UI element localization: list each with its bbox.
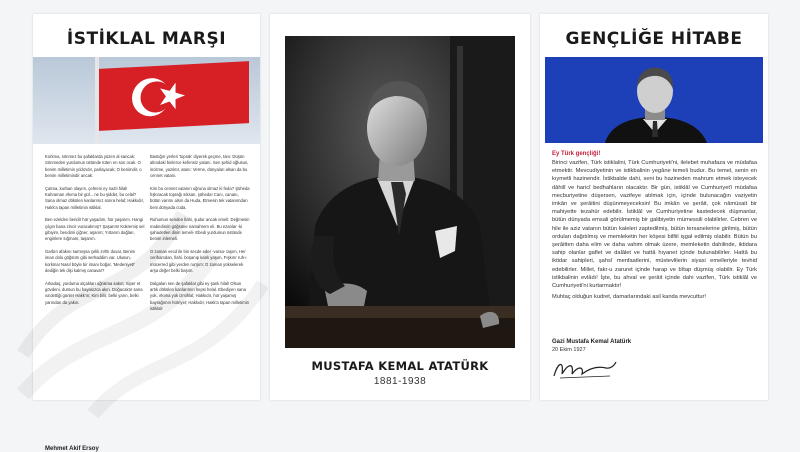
hitabe-author: Gazi Mustafa Kemal Atatürk [552,339,632,345]
anthem-lyrics [33,154,260,452]
ataturk-signature-icon [550,356,620,382]
hitabe-greeting: Ey Türk gençliği! [552,151,601,157]
turkish-flag-photo [33,57,260,144]
ataturk-portrait-photo [285,36,515,348]
hitabe-closing: Muhtaç olduğun kudret, damarlarındaki asil kanda mevcuttur! [552,294,706,301]
poet-signature: Mehmet Akif Ersoy [45,446,99,452]
stanza: O zaman vecd ile bin secde eder -varsa- taşım, Her cerihamdan, İlahi, boşanıp kanlı yaşım, Fışkırır ruh-ı mücerred gibi yerden na'şım; O zaman yükselerek arşa değer belki başım. [150,249,247,273]
hitabe-date: 20 Ekim 1927 [552,347,586,353]
stanza: Ruhumun senden İlahi, şudur ancak emeli: Değmesin mabedimin göğsüne namahrem eli. Bu ezanlar -ki şahadetleri dinin temeli- Ebedi yurdumun üstünde benim inlemeli. [150,217,250,242]
istiklal-marsi-panel [33,14,260,452]
ataturk-years: 1881-1938 [373,376,427,387]
stanza: Ben ezelden beridir hür yaşadım, hür yaşarım. Hangi çılgın bana zincir vuracakmış? Şaşarım! Kükremiş sel gibiyim, bendimi çiğner, aşarım; Yırtarım dağları, enginlere sığmam, taşarım. [45,217,145,242]
ataturk-portrait-panel [270,14,530,400]
stanza: Garbın afakını sarmışsa çelik zırhlı duvar, Benim iman dolu göğsüm gibi serhaddim var. Ulusun, korkma! Nasıl böyle bir imanı boğar, 'Medeniyet!' dediğin tek dişi kalmış canavar? [45,249,136,273]
ataturk-name: MUSTAFA KEMAL ATATÜRK [311,359,489,373]
stanza: Arkadaş, yurduma alçakları uğratma sakın; Siper et gövdeni, dursun bu hayasızca akın. Doğacaktır sana va'dettiği günler Hakk'ın; Kim bilir, belki yarın, belki yarından da yakın. [45,280,143,305]
decorative-wave-icon [33,154,260,400]
hitabe-body: Birinci vazifen, Türk istiklalini, Türk Cumhuriyeti'ni, ilelebet muhafaza ve müdafaa etmektir. Mevcudiyetinin ve istikbalinin yegâne temeli budur. Bu temel, senin en kıymetli hazinendir. İstikbalde dahi, seni bu hazineden mahrum etmek isteyecek dâhilî ve haricî bedhahların olacaktır. Bir gün, istiklâl ve Cumhuriyet'i müdafaa mecburiyetine düşersen, vazifeye atılmak için, içinde bulunacağın vaziyetin imkân ve şerâitini düşünmeyeceksin! Bu imkân ve şerâit, çok nâmüsait bir mahiyette tezahür edebilir. İstiklâl ve Cumhuriyetine kastedecek düşmanlar, bütün dünyada emsali görülmemiş bir galibiyetin mümessili olabilirler. Cebren ve hile ile aziz vatanın bütün kaleleri zaptedilmiş, bütün tersanelerine girilmiş, bütün orduları dağıtılmış ve memleketin her köşesi bilfiil işgal edilmiş olabilir. Bütün bu şerâitten daha elim ve daha vahim olmak üzere, memleketin dahilinde, iktidara sahip olanlar gaflet ve dalâlet ve hattâ hıyanet içinde bulunabilirler. Hattâ bu iktidar sahipleri, şahsî menfaatlerini, müstevlilerin siyasi emelleriyle tevhid edebilirler. Millet, fakr-u zaruret içinde harap ve bîtap düşmüş olabilir. Ey Türk istikbalinin evlâdı! İşte, bu ahval ve şerâit içinde dahi vazifen, Türk istiklâl ve Cumhuriyeti'ni kurtarmaktır! [552,160,757,290]
turkish-flag [99,61,249,131]
hitabe-text [552,151,757,300]
genclige-hitabe-panel [540,14,768,400]
stanza: Korkma, sönmez bu şafaklarda yüzen al sancak; Sönmeden yurdumun üstünde tüten en son ocak. O benim milletimin yıldızıdır, parlayacak; O benimdir, o benim milletimindir ancak. [45,154,142,178]
stanza: Dalgalan sen de şafaklar gibi ey şanlı hilal! Olsun artık dökülen kanlarımın hepsi helal. Ebediyen sana yok, ırkıma yok izmihlal; Hakkıdır, hür yaşamış bayrağımın hürriyet; Hakkıdır, Hakk'a tapan milletimin istiklal! [150,280,250,311]
genclige-hitabe-title: GENÇLİĞE HİTABE [565,29,743,49]
stanza: Çatma, kurban olayım, çehreni ey nazlı hilal! Kahraman ırkıma bir gül... ne bu şiddet, bu celal? Sana olmaz dökülen kanlarımız sonra helal; Hakkıdır, Hakk'a tapan milletimin istiklal. [45,185,144,210]
stanza: Kim bu cennet vatanın uğruna olmaz ki feda? Şüheda fışkıracak toprağı sıksan, şüheda! Canı, cananı, bütün varımı alsın da Huda, Etmesin tek vatanımdan beni dünyada cüda. [150,185,250,210]
stanza: Bastığın yerleri 'toprak' diyerek geçme, tanı: Düşün altındaki binlerce kefensiz yatanı. Sen şehid oğlusun, incitme, yazıktır, atanı: Verme, dünyaları alsan da bu cennet vatanı. [150,154,249,178]
ataturk-banner-photo [545,57,763,143]
istiklal-marsi-title: İSTİKLAL MARŞI [66,29,227,49]
